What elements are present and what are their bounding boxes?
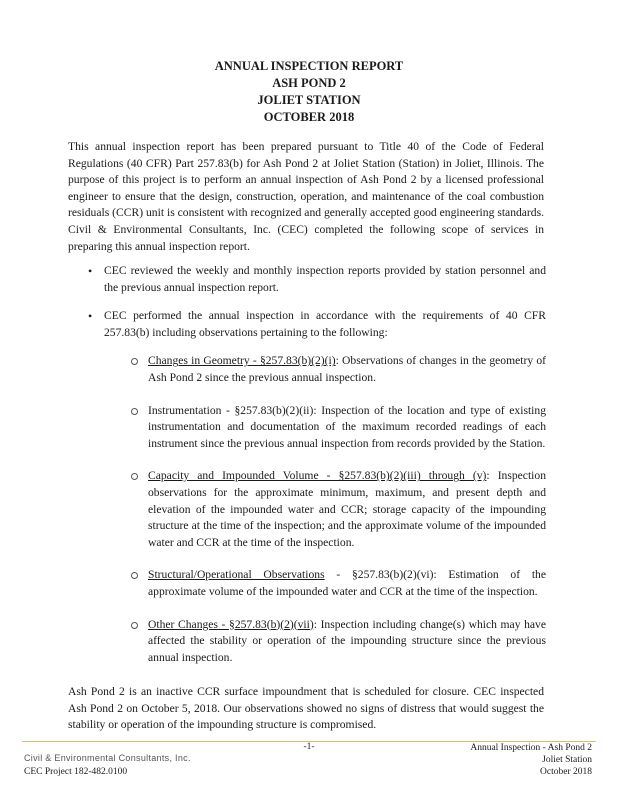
bullet-text: CEC performed the annual inspection in accordance with the requirements of 40 CFR 257.83(b) including observations pertaining to the following:	[104, 309, 546, 339]
subitem-heading: Instrumentation - §257.83(b)(2)(ii)	[148, 403, 314, 417]
intro-paragraph: This annual inspection report has been prepared pursuant to Title 40 of the Code of Federal Regulations (40 CFR) Part 257.83(b) for Ash Pond 2 at Joliet Station (Station) in Joliet, Illinois. The purpose of this project is to perform an annual inspection of Ash Pond 2 by a licensed professional engineer to ensure that the design, construction, operation, and maintenance of the coal combustion residuals (CCR) unit is consistent with recognized and generally accepted good engineering standards. Civil & Environmental Consultants, Inc. (CEC) completed the following scope of services in preparing this annual inspection report.	[68, 140, 544, 253]
subitem-text: : Inspection observations for the approximate minimum, maximum, and present depth and elevation of the impounded water and CCR; storage capacity of the impounding structure at the time of the inspection; and the approximate volume of the impounded water and CCR at the time of the inspection.	[148, 469, 546, 549]
closing-paragraph: Ash Pond 2 is an inactive CCR surface impoundment that is scheduled for closure. CEC inspected Ash Pond 2 on October 5, 2018. Our observations showed no signs of distress that would suggest the stability or operation of the impounding structure is compromised.	[68, 685, 544, 732]
footer-station: Joliet Station	[542, 755, 592, 765]
footer-company: Civil & Environmental Consultants, Inc.	[24, 753, 191, 763]
subitem-text: : Inspection including change(s) which may have affected the stability or operation of the impounding structure since the previous annual inspection.	[148, 617, 546, 664]
bullet-text: CEC reviewed the weekly and monthly inspection reports provided by station personnel and the previous annual inspection report.	[104, 264, 546, 294]
scope-bullet-1	[88, 263, 546, 296]
footer-date: October 2018	[540, 767, 592, 777]
title-line-1: ANNUAL INSPECTION REPORT	[214, 59, 404, 73]
subitem-instrumentation	[131, 403, 546, 453]
subitem-capacity-impounded-volume	[131, 468, 546, 551]
subitem-heading: Changes in Geometry - §257.83(b)(2)(i)	[148, 354, 336, 368]
circle-bullet-icon	[131, 408, 138, 415]
circle-bullet-icon	[131, 622, 138, 629]
footer-page-number: -1-	[303, 742, 315, 752]
inspection-subitem-list	[131, 353, 546, 666]
subitem-heading: Structural/Operational Observations	[148, 568, 325, 582]
subitem-heading: Other Changes - §257.83(b)(2)(vii)	[148, 617, 314, 631]
scope-bullet-2	[88, 308, 546, 666]
scope-bullet-list	[88, 263, 546, 682]
title-line-3: JOLIET STATION	[257, 93, 361, 107]
title-line-2: ASH POND 2	[272, 76, 346, 90]
subitem-text: : Observations of changes in the geometry of Ash Pond 2 since the previous annual inspection.	[148, 354, 546, 384]
report-title	[0, 58, 618, 126]
subitem-text: - §257.83(b)(2)(vi): Estimation of the approximate volume of the impounded water and CCR at the time of the inspection.	[148, 568, 546, 598]
subitem-changes-in-geometry	[131, 353, 546, 386]
footer-right	[470, 742, 592, 778]
circle-bullet-icon	[131, 473, 138, 480]
title-line-4: OCTOBER 2018	[263, 110, 355, 124]
circle-bullet-icon	[131, 358, 138, 365]
subitem-structural-operational	[131, 567, 546, 600]
footer-left	[24, 751, 191, 779]
footer-project-number: CEC Project 182-482.0100	[24, 767, 128, 777]
subitem-text: : Inspection of the location and type of existing instrumentation and documentation of the maximum recorded readings of each instrument since the previous annual inspection from records provided by the Station.	[148, 403, 546, 450]
subitem-heading: Capacity and Impounded Volume - §257.83(b)(2)(iii) through (v)	[148, 469, 487, 483]
subitem-other-changes	[131, 617, 546, 667]
circle-bullet-icon	[131, 572, 138, 579]
footer-report-name: Annual Inspection - Ash Pond 2	[470, 743, 592, 753]
